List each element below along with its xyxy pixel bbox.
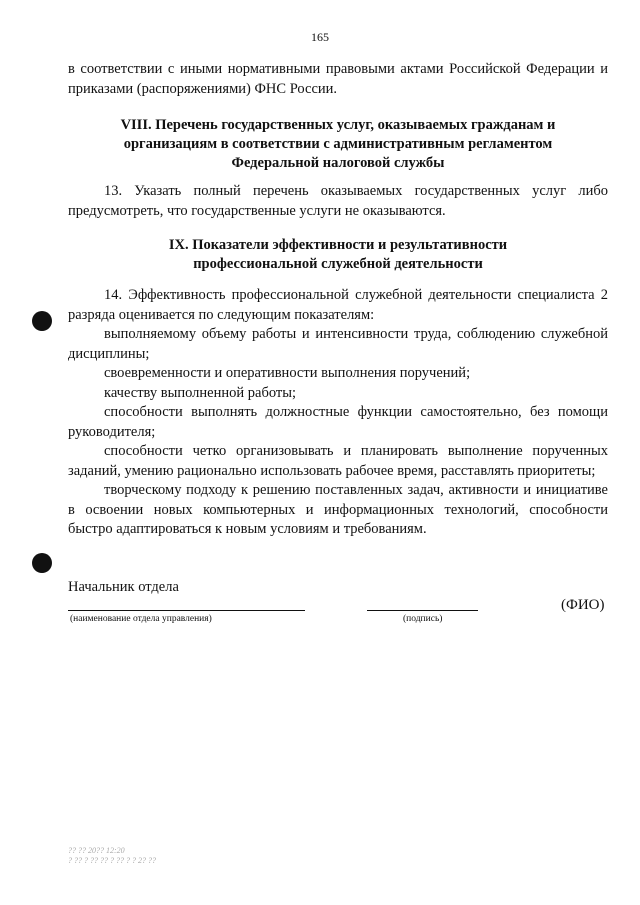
intro-paragraph (68, 60, 608, 99)
signature-line (367, 610, 478, 611)
department-signature-line (68, 610, 305, 611)
indicator-item: своевременности и оперативности выполнения поручений; (104, 365, 471, 381)
footer-line: ?? ?? 20?? 12:20 (68, 846, 125, 855)
indicator-item: творческому подходу к решению поставленных задач, активности и инициативе в освоении новых компьютерных и информационных технологий, способности быстро адаптироваться к новым условиям и требованиям. (68, 482, 608, 537)
department-caption: (наименование отдела управления) (70, 614, 212, 624)
paragraph-14: 14. Эффективность профессиональной служебной деятельности специалиста 2 разряда оценивается по следующим показателям: (68, 287, 608, 323)
binder-hole-mark (32, 311, 52, 331)
section-8-title-line: Федеральной налоговой службы (231, 155, 445, 171)
section-8-title (68, 116, 608, 173)
section-9-title (68, 236, 608, 274)
section-9-body (68, 286, 608, 540)
page-number: 165 (311, 30, 329, 44)
signatory-position: Начальник отдела (68, 579, 179, 595)
footer-line: ? ?? ? ?? ?? ? ?? ? ? 2? ?? (68, 856, 156, 865)
indicator-item: качеству выполненной работы; (104, 384, 296, 401)
section-8-title-line: организациям в соответствии с административным регламентом (123, 136, 553, 152)
section-8-title-line: VIII. Перечень государственных услуг, оказываемых гражданам и (120, 117, 556, 133)
binder-hole-mark (32, 553, 52, 573)
fio-label: (ФИО) (561, 597, 605, 613)
section-9-title-line: IX. Показатели эффективности и результативности (168, 237, 508, 253)
signature-caption: (подпись) (403, 614, 443, 624)
indicator-item: выполняемому объему работы и интенсивности труда, соблюдению служебной дисциплины; (68, 326, 608, 362)
paragraph-13: 13. Указать полный перечень оказываемых государственных услуг либо предусмотреть, что государственные услуги не оказываются. (68, 183, 608, 219)
footer-print-stamp (68, 846, 156, 866)
indicator-item: способности четко организовывать и планировать выполнение порученных заданий, умению рационально использовать рабочее время, расставлять приоритеты; (68, 443, 608, 479)
intro-text: в соответствии с иными нормативными правовыми актами Российской Федерации и приказами (распоряжениями) ФНС России. (68, 61, 608, 97)
section-9-title-line: профессиональной служебной деятельности (193, 256, 483, 272)
indicator-item: способности выполнять должностные функции самостоятельно, без помощи руководителя; (68, 404, 608, 440)
section-8-paragraph (68, 182, 608, 221)
